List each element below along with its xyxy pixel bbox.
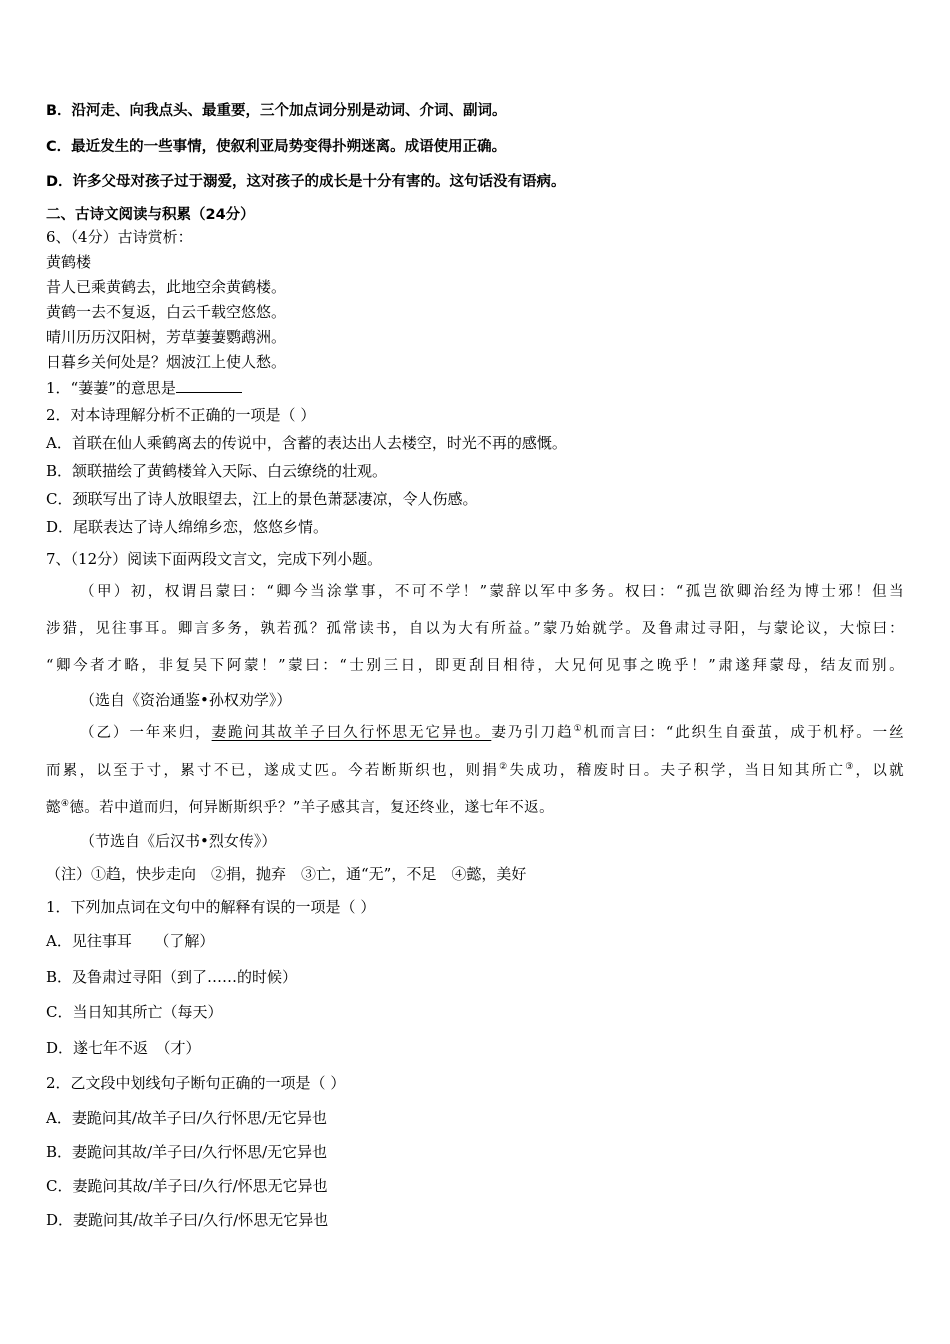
q6-sub1-text: 1．“萋萋”的意思是 bbox=[46, 379, 176, 397]
yi-line-1 bbox=[80, 723, 904, 743]
yi-line-3-pre: 懿 bbox=[46, 800, 61, 816]
q7-sub1: 1．下列加点词在文句中的解释有误的一项是（ ） bbox=[46, 898, 376, 916]
q6-sub2: 2．对本诗理解分析不正确的一项是（ ） bbox=[46, 406, 316, 424]
q7-sub2-option-d: D．妻跪问其/故羊子曰/久行/怀思无它异也 bbox=[46, 1211, 329, 1229]
q7-sub1-option-c: C．当日知其所亡（每天） bbox=[46, 1003, 223, 1021]
jia-line-1: （甲）初，权谓吕蒙曰：“卿今当涂掌事，不可不学！”蒙辞以军中多务。权曰：“孤岂欲卿治经为博士邪！但当 bbox=[80, 584, 904, 600]
q7-sub1-option-a: A．见往事耳 （了解） bbox=[46, 932, 215, 950]
poem-line-4: 日暮乡关何处是？烟波江上使人愁。 bbox=[46, 353, 287, 371]
q5-option-d: D．许多父母对孩子过于溺爱，这对孩子的成长是十分有害的。这句话没有语病。 bbox=[46, 174, 566, 190]
yi-line-2-post: ，以就 bbox=[855, 763, 905, 779]
yi-source: （节选自《后汉书•烈女传》） bbox=[80, 832, 277, 850]
yi-line-1-pre: （乙）一年来归， bbox=[80, 725, 212, 741]
yi-line-3-post: 德。若中道而归，何异断斯织乎？”羊子感其言，复还终业，遂七年不返。 bbox=[69, 800, 554, 816]
poem-title: 黄鹤楼 bbox=[46, 253, 92, 271]
annotation-notes: （注）①趋，快步走向 ②捐，抛弃 ③亡，通“无”，不足 ④懿，美好 bbox=[46, 865, 527, 883]
q7-sub2-option-b: B．妻跪问其故/羊子曰/久行怀思/无它异也 bbox=[46, 1143, 328, 1161]
yi-line-1-mid: 妻乃引刀趋 bbox=[491, 725, 574, 741]
answer-blank[interactable] bbox=[176, 378, 242, 393]
poem-line-3: 晴川历历汉阳树，芳草萋萋鹦鹉洲。 bbox=[46, 328, 287, 346]
q6-option-c: C．颈联写出了诗人放眼望去，江上的景色萧瑟凄凉，令人伤感。 bbox=[46, 490, 478, 508]
yi-line-2-mid: 失成功，稽废时日。夫子积学，当日知其所亡 bbox=[509, 763, 846, 779]
q6-option-b: B．颔联描绘了黄鹤楼耸入天际、白云缭绕的壮观。 bbox=[46, 462, 388, 480]
note-ref-4: ④ bbox=[60, 799, 70, 810]
yi-line-2 bbox=[46, 761, 904, 781]
q7-sub2-option-c: C．妻跪问其故/羊子曰/久行/怀思无它异也 bbox=[46, 1177, 328, 1195]
poem-line-1: 昔人已乘黄鹤去，此地空余黄鹤楼。 bbox=[46, 278, 287, 296]
q6-option-d: D．尾联表达了诗人绵绵乡恋，悠悠乡情。 bbox=[46, 518, 329, 536]
poem-line-2: 黄鹤一去不复返，白云千载空悠悠。 bbox=[46, 303, 287, 321]
note-ref-1: ① bbox=[573, 724, 584, 735]
q7-sub2: 2．乙文段中划线句子断句正确的一项是（ ） bbox=[46, 1074, 346, 1092]
q5-option-c: C．最近发生的一些事情，使叙利亚局势变得扑朔迷离。成语使用正确。 bbox=[46, 139, 507, 155]
q7-sub1-option-b: B．及鲁肃过寻阳（到了……的时候） bbox=[46, 968, 298, 986]
q6-sub1 bbox=[46, 378, 242, 398]
yi-line-2-pre: 而累，以至于寸，累寸不已，遂成丈匹。今若断斯织也，则捐 bbox=[46, 763, 500, 779]
note-ref-3: ③ bbox=[845, 762, 856, 773]
yi-line-3 bbox=[46, 798, 554, 818]
q7-sub2-option-a: A．妻跪问其/故羊子曰/久行怀思/无它异也 bbox=[46, 1109, 327, 1127]
jia-line-2: 涉猎，见往事耳。卿言多务，孰若孤？孤常读书，自以为大有所益。”蒙乃始就学。及鲁肃过寻阳，与蒙论议，大惊曰： bbox=[46, 621, 904, 637]
q7-stem: 7、（12分）阅读下面两段文言文，完成下列小题。 bbox=[46, 550, 383, 568]
note-ref-2: ② bbox=[499, 762, 510, 773]
jia-line-3: “卿今者才略，非复吴下阿蒙！”蒙曰：“士别三日，即更刮目相待，大兄何见事之晚乎！”肃遂拜蒙母，结友而别。 bbox=[46, 658, 904, 674]
underlined-sentence: 妻跪问其故羊子曰久行怀思无它异也。 bbox=[211, 725, 492, 741]
q6-option-a: A．首联在仙人乘鹤离去的传说中，含蓄的表达出人去楼空，时光不再的感慨。 bbox=[46, 434, 567, 452]
yi-line-1-post: 机而言曰：“此织生自蚕茧，成于机杼。一丝 bbox=[583, 725, 905, 741]
jia-source: （选自《资治通鉴•孙权劝学》） bbox=[80, 691, 292, 709]
section-title: 二、古诗文阅读与积累（24分） bbox=[46, 207, 255, 223]
q5-option-b: B．沿河走、向我点头、最重要，三个加点词分别是动词、介词、副词。 bbox=[46, 103, 507, 119]
q7-sub1-option-d: D．遂七年不返 （才） bbox=[46, 1039, 201, 1057]
q6-stem: 6、（4分）古诗赏析： bbox=[46, 228, 193, 246]
